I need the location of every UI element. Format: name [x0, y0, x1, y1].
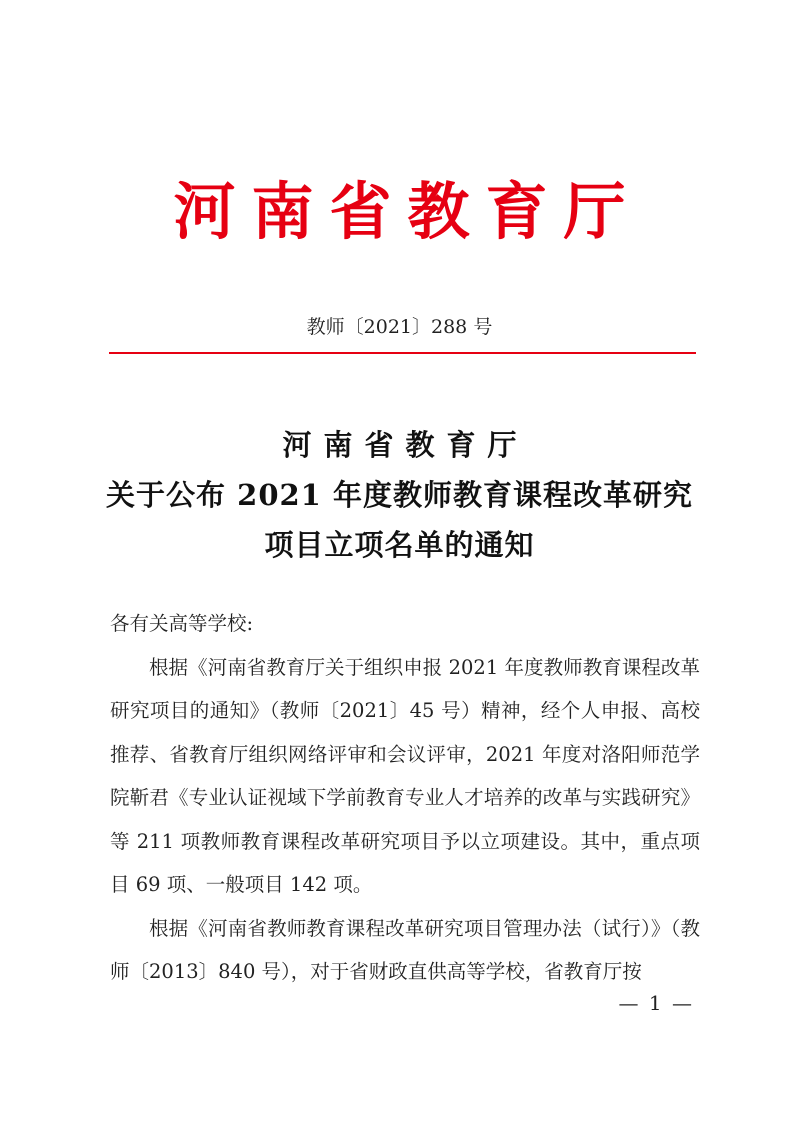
body-paragraph-2: 根据《河南省教师教育课程改革研究项目管理办法（试行）》（教师〔2013〕840 号），对于省财政直供高等学校，省教育厅按	[110, 916, 700, 983]
document-number: 教师〔2021〕288 号	[306, 316, 493, 338]
masthead-org-name: 河南省教育厅	[173, 175, 642, 248]
title-line-3: 项目立项名单的通知	[264, 528, 535, 562]
salutation: 各有关高等学校:	[110, 612, 254, 635]
notice-body	[110, 602, 700, 994]
title-line-2: 关于公布 2021 年度教师教育课程改革研究	[106, 478, 693, 512]
notice-title	[0, 420, 799, 570]
title-line-1: 河南省教育厅	[282, 428, 529, 462]
red-divider-line	[109, 352, 696, 354]
page-number: — 1 —	[618, 991, 694, 1015]
body-paragraph-1: 根据《河南省教育厅关于组织申报 2021 年度教师教育课程改革研究项目的通知》（教师〔2021〕45 号）精神，经个人申报、高校推荐、省教育厅组织网络评审和会议评审，2021 年度对洛阳师范学院靳君《专业认证视域下学前教育专业人才培养的改革与实践研究》等 211 项教师教育课程改革研究项目予以立项建设。其中，重点项目 69 项、一般项目 142 项。	[110, 655, 700, 896]
